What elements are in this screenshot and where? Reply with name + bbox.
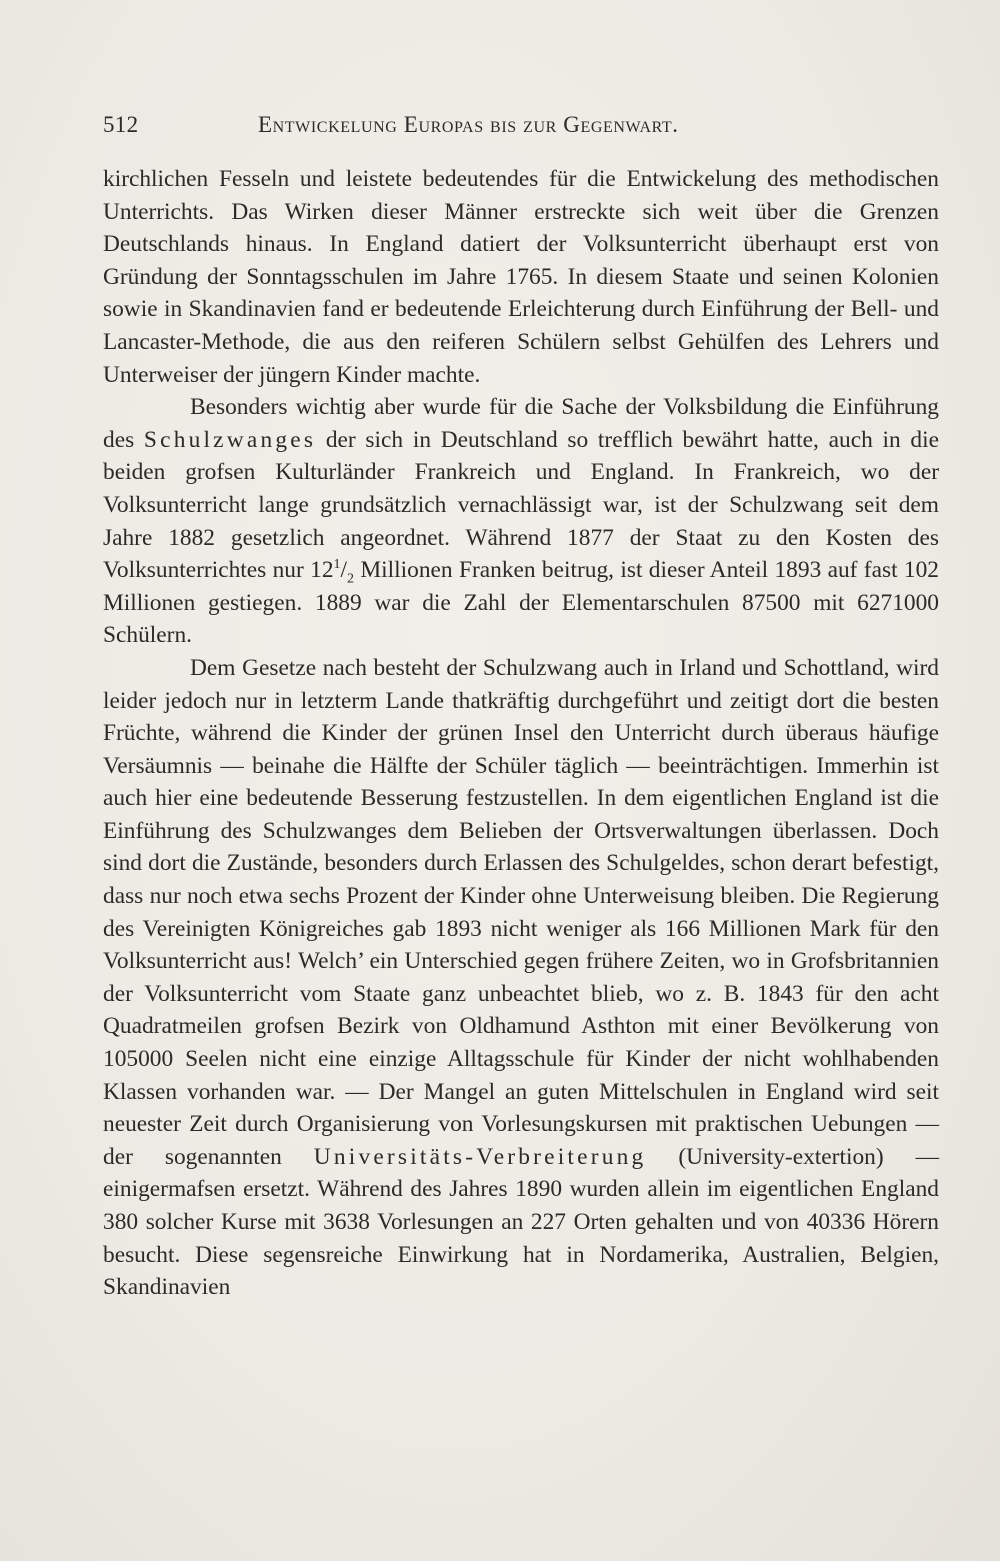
emphasized-term: Universitäts-Verbreiterung bbox=[313, 1143, 647, 1170]
paragraph-2 bbox=[103, 391, 939, 652]
page-header bbox=[103, 112, 939, 142]
paragraph-text: Besonders wichtig aber wurde für die Sache der Volksbildung die Einführung des bbox=[103, 394, 939, 453]
paragraph-text: (University-extertion) — einigermafsen ersetzt. Während des Jahres 1890 wurden allein im eigentlichen England 380 solcher Kurse mit 3638 Vorlesungen an 227 Orten gehalten und von 40336 Hörern besucht. Diese segensreiche Einwirkung hat in Nordamerika, Australien, Belgien, Skandinavien bbox=[103, 1143, 940, 1301]
body-text bbox=[103, 163, 939, 1304]
paragraph-text: Millionen Franken beitrug, ist dieser Anteil 1893 auf fast 102 Millionen gestiegen. 1889 war die Zahl der Elementarschulen 87500 mit 6271000 Schülern. bbox=[103, 557, 939, 649]
running-title: Entwickelung Europas bis zur Gegenwart. bbox=[258, 112, 679, 137]
paragraph-3 bbox=[103, 652, 939, 1304]
emphasized-term: Schulzwanges bbox=[143, 426, 317, 453]
page-number: 512 bbox=[103, 112, 139, 137]
fraction-slash: / bbox=[340, 557, 348, 584]
fraction-denominator: 2 bbox=[347, 571, 355, 587]
paragraph-1 bbox=[103, 163, 939, 391]
paragraph-text: kirchlichen Fesseln und leistete bedeutendes für die Entwickelung des methodischen Unterrichts. Das Wirken dieser Männer erstreckte sich weit über die Grenzen Deutschlands hinaus. In England datiert der Volksunterricht überhaupt erst von Gründung der Sonntagsschulen im Jahre 1765. In diesem Staate und seinen Kolonien sowie in Skandinavien fand er bedeutende Erleichterung durch Einführung der Bell- und Lancaster-Methode, die aus den reiferen Schülern selbst Gehülfen des Lehrers und Unterweiser der jüngern Kinder machte. bbox=[103, 166, 939, 388]
paragraph-text: der sich in Deutschland so trefflich bewährt hatte, auch in die beiden grofsen Kulturländer Frankreich und England. In Frankreich, wo der Volksunterricht lange grundsätzlich vernachlässigt war, ist der Schulzwang seit dem Jahre 1882 gesetzlich angeordnet. Während 1877 der Staat zu den Kosten des Volksunterrichtes nur 12 bbox=[103, 426, 939, 584]
paragraph-text: Dem Gesetze nach besteht der Schulzwang auch in Irland und Schottland, wird leider jedoch nur in letzterm Lande thatkräftig durchgeführt und zeitigt dort die besten Früchte, während die Kinder der grünen Insel den Unterricht durch überaus häufige Versäumnis — beinahe die Hälfte der Schüler täglich — beeinträchtigen. Immerhin ist auch hier eine bedeutende Besserung festzustellen. In dem eigentlichen England ist die Einführung des Schulzwanges dem Belieben der Ortsverwaltungen überlassen. Doch sind dort die Zustände, besonders durch Erlassen des Schulgeldes, schon derart befestigt, dass nur noch etwa sechs Prozent der Kinder ohne Unterweisung bleiben. Die Regierung des Vereinigten Königreiches gab 1893 nicht weniger als 166 Millionen Mark für den Volksunterricht aus! Welch’ ein Unterschied gegen frühere Zeiten, wo in Grofsbritannien der Volksunterricht vom Staate ganz unbeachtet blieb, wo z. B. 1843 für den acht Quadratmeilen grofsen Bezirk von Oldhamund Asthton mit einer Bevölkerung von 105000 Seelen nicht eine einzige Alltagsschule für Kinder der nicht wohlhabenden Klassen vorhanden war. — Der Mangel an guten Mittelschulen in England wird seit neuester Zeit durch Organisierung von Vorlesungskursen mit praktischen Uebungen — der sogenannten bbox=[103, 654, 939, 1170]
fraction-numerator: 1 bbox=[333, 557, 341, 573]
